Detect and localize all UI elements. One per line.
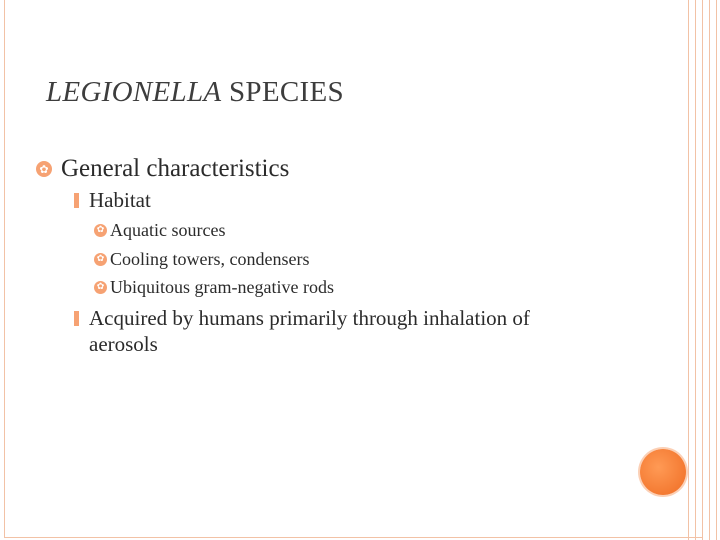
title-genus: LEGIONELLA bbox=[46, 76, 222, 108]
sub-bullet bbox=[94, 220, 225, 241]
slide-title bbox=[46, 76, 344, 109]
bullet-line: Acquired by humans primarily through inhalation of bbox=[89, 306, 530, 330]
right-border-line bbox=[702, 0, 703, 540]
sub-bullet-text: Aquatic sources bbox=[110, 220, 226, 240]
bullet-general-characteristics bbox=[36, 155, 289, 183]
flower-bullet-icon: ✿ bbox=[94, 253, 107, 266]
title-rest: SPECIES bbox=[221, 76, 344, 108]
flower-bullet-icon: ✿ bbox=[94, 224, 107, 237]
right-border-line bbox=[688, 0, 689, 540]
right-border-line bbox=[709, 0, 710, 540]
bar-bullet-icon bbox=[74, 311, 79, 326]
decorative-orb bbox=[640, 449, 686, 495]
bullet-acquired bbox=[74, 305, 530, 357]
bullet-habitat bbox=[74, 187, 151, 213]
bullet-text bbox=[89, 305, 530, 357]
sub-bullet-text: Ubiquitous gram-negative rods bbox=[110, 277, 334, 297]
bullet-text: Habitat bbox=[89, 188, 151, 212]
flower-bullet-icon: ✿ bbox=[94, 281, 107, 294]
right-border-line bbox=[695, 0, 696, 540]
sub-bullet-text: Cooling towers, condensers bbox=[110, 249, 310, 269]
bullet-text: General characteristics bbox=[61, 155, 290, 182]
sub-bullet bbox=[94, 249, 309, 270]
bullet-line: aerosols bbox=[89, 332, 158, 356]
sub-bullet bbox=[94, 277, 334, 298]
flower-bullet-icon: ✿ bbox=[36, 161, 52, 177]
right-border-line bbox=[716, 0, 717, 540]
bar-bullet-icon bbox=[74, 193, 79, 208]
